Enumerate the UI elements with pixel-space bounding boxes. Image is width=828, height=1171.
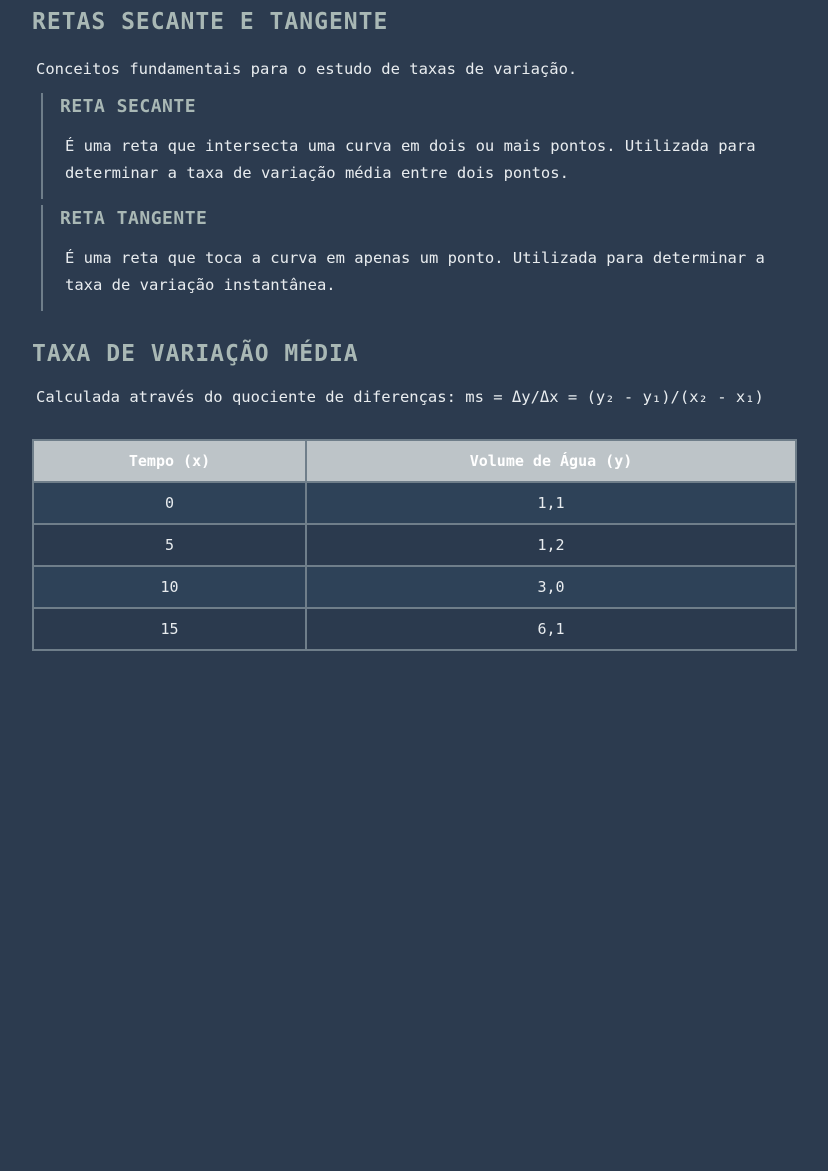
table-row	[33, 608, 796, 650]
concept-block-tangente	[41, 205, 796, 311]
formula-text: Calculada através do quociente de diferenças: ms = Δy/Δx = (y₂ - y₁)/(x₂ - x₁)	[36, 388, 764, 406]
cell-volume: 1,1	[306, 482, 796, 524]
concept-text-secante: É uma reta que intersecta uma curva em dois ou mais pontos. Utilizada para determinar a taxa de variação média entre dois pontos.	[65, 137, 756, 182]
cell-volume: 6,1	[306, 608, 796, 650]
section-lead: Conceitos fundamentais para o estudo de taxas de variação.	[36, 60, 578, 78]
cell-tempo: 10	[33, 566, 306, 608]
concept-block-secante	[41, 93, 796, 199]
cell-volume: 1,2	[306, 524, 796, 566]
cell-tempo: 0	[33, 482, 306, 524]
cell-volume: 3,0	[306, 566, 796, 608]
concept-title-secante: RETA SECANTE	[60, 96, 197, 117]
cell-tempo: 5	[33, 524, 306, 566]
table-row	[33, 566, 796, 608]
section-title-taxa: TAXA DE VARIAÇÃO MÉDIA	[32, 341, 359, 367]
table-row	[33, 524, 796, 566]
section-title-retas: RETAS SECANTE E TANGENTE	[32, 9, 389, 35]
header-volume: Volume de Água (y)	[306, 440, 796, 482]
concept-text-tangente: É uma reta que toca a curva em apenas um ponto. Utilizada para determinar a taxa de variação instantânea.	[65, 249, 765, 294]
data-table	[32, 439, 797, 651]
concept-title-tangente: RETA TANGENTE	[60, 208, 208, 229]
header-tempo: Tempo (x)	[33, 440, 306, 482]
table-header-row	[33, 440, 796, 482]
table-row	[33, 482, 796, 524]
cell-tempo: 15	[33, 608, 306, 650]
